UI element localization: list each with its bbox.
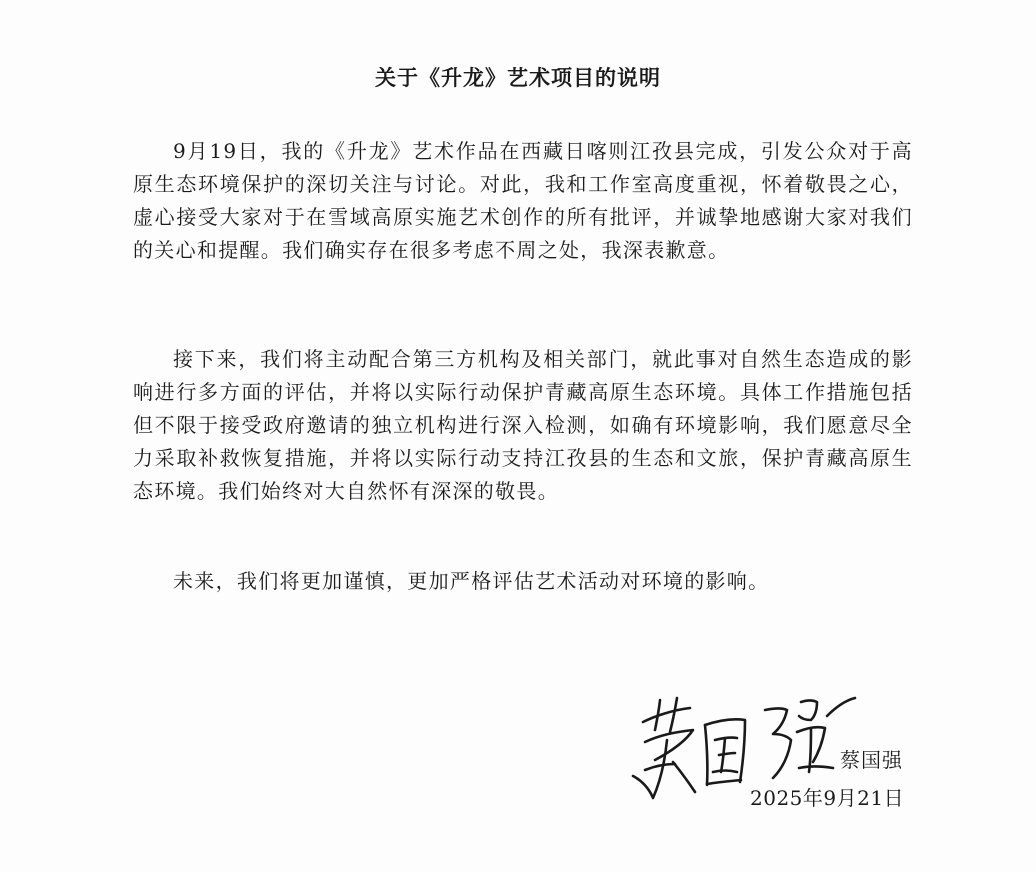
paragraph-future: 未来，我们将更加谨慎，更加严格评估艺术活动对环境的影响。 [173, 569, 770, 593]
paragraph-next-steps: 接下来，我们将主动配合第三方机构及相关部门，就此事对自然生态造成的影响进行多方面的评估，并将以实际行动保护青藏高原生态环境。具体工作措施包括但不限于接受政府邀请的独立机构进行深入检测，如确有环境影响，我们愿意尽全力采取补救恢复措施，并将以实际行动支持江孜县的生态和文旅，保护青藏高原生态环境。我们始终对大自然怀有深深的敬畏。 [133, 347, 913, 503]
document-title: 关于《升龙》艺术项目的说明 [375, 65, 661, 90]
signature-date: 2025年9月21日 [750, 786, 905, 810]
paragraph-apology: 9月19日，我的《升龙》艺术作品在西藏日喀则江孜县完成，引发公众对于高原生态环境保护的深切关注与讨论。对此，我和工作室高度重视，怀着敬畏之心，虚心接受大家对于在雪域高原实施艺术创作的所有批评，并诚挚地感谢大家对我们的关心和提醒。我们确实存在很多考虑不周之处，我深表歉意。 [133, 139, 913, 262]
signer-name: 蔡国强 [840, 748, 903, 772]
